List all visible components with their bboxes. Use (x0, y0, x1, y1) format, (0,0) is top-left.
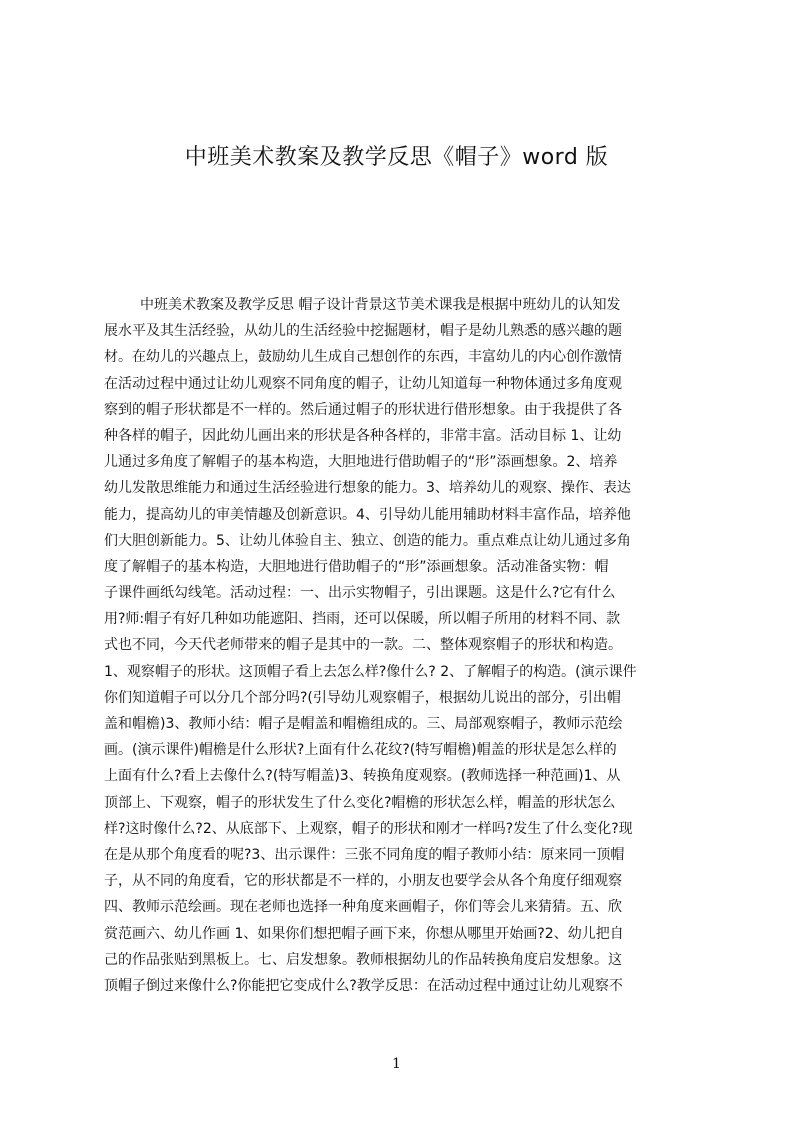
text-line: 能力，提高幼儿的审美情趣及创新意识。4、引导幼儿能用辅助材料丰富作品，培养他 (104, 506, 631, 523)
text-line: 度了解帽子的基本构造，大胆地进行借助帽子的“形”添画想象。活动准备实物：帽 (104, 558, 609, 575)
text-line: 察到的帽子形状都是不一样的。然后通过帽子的形状进行借形想象。由于我提供了各 (104, 401, 622, 418)
text-line: 顶帽子倒过来像什么?你能把它变成什么?教学反思：在活动过程中通过让幼儿观察不 (104, 977, 623, 994)
text-line: 1、观察帽子的形状。这顶帽子看上去怎么样?像什么? 2、了解帽子的构造。(演示课件 (104, 663, 637, 680)
text-line: 盖和帽檐)3、教师小结：帽子是帽盖和帽檐组成的。三、局部观察帽子，教师示范绘 (104, 716, 623, 732)
text-line: 用?师:帽子有好几种如功能遮阳、挡雨，还可以保暖，所以帽子所用的材料不同、款 (104, 611, 621, 628)
text-line: 四、教师示范绘画。现在老师也选择一种角度来画帽子，你们等会儿来猜猜。五、欣 (104, 899, 622, 916)
text-line: 儿通过多角度了解帽子的基本构造，大胆地进行借助帽子的“形”添画想象。2、培养 (104, 454, 618, 471)
text-line: 们大胆创新能力。5、让幼儿体验自主、独立、创造的能力。重点难点让幼儿通过多角 (104, 532, 631, 549)
text-line: 己的作品张贴到黑板上。七、启发想象。教师根据幼儿的作品转换角度启发想象。这 (104, 951, 622, 968)
document-title: 中班美术教案及教学反思《帽子》word 版 (184, 145, 609, 170)
text-line: 在是从那个角度看的呢?3、出示课件：三张不同角度的帽子教师小结：原来同一顶帽 (104, 846, 625, 863)
text-line: 展水平及其生活经验，从幼儿的生活经验中挖掘题材，帽子是幼儿熟悉的感兴趣的题 (104, 323, 622, 340)
text-line: 顶部上、下观察，帽子的形状发生了什么变化?帽檐的形状怎么样，帽盖的形状怎么 (104, 794, 616, 811)
text-line: 幼儿发散思维能力和通过生活经验进行想象的能力。3、培养幼儿的观察、操作、表达 (104, 480, 631, 497)
text-line: 画。(演示课件)帽檐是什么形状?上面有什么花纹?(特写帽檐)帽盖的形状是怎么样的 (104, 742, 617, 759)
text-line: 你们知道帽子可以分几个部分吗?(引导幼儿观察帽子，根据幼儿说出的部分，引出帽 (104, 689, 621, 706)
body-paragraph (104, 292, 698, 999)
text-line: 上面有什么?看上去像什么?(特写帽盖)3、转换角度观察。(教师选择一种范画)1、从 (104, 768, 621, 785)
text-line: 赏范画六、幼儿作画 1、如果你们想把帽子画下来，你想从哪里开始画?2、幼儿把自 (104, 925, 624, 942)
text-line: 式也不同，今天代老师带来的帽子是其中的一款。二、整体观察帽子的形状和构造。 (104, 637, 622, 654)
text-line: 种各样的帽子，因此幼儿画出来的形状是各种各样的，非常丰富。活动目标 1、让幼 (104, 427, 622, 444)
text-line: 中班美术教案及教学反思 帽子设计背景这节美术课我是根据中班幼儿的认知发 (140, 297, 621, 313)
page-number: 1 (392, 1056, 401, 1072)
text-line: 样?这时像什么?2、从底部下、上观察，帽子的形状和刚才一样吗?发生了什么变化?现 (104, 820, 633, 837)
text-line: 子课件画纸勾线笔。活动过程：一、出示实物帽子，引出课题。这是什么?它有什么 (104, 585, 616, 602)
text-line: 子，从不同的角度看，它的形状都是不一样的，小朋友也要学会从各个角度仔细观察 (104, 873, 622, 890)
text-line: 在活动过程中通过让幼儿观察不同角度的帽子，让幼儿知道每一种物体通过多角度观 (104, 375, 622, 392)
text-line: 材。在幼儿的兴趣点上，鼓励幼儿生成自己想创作的东西，丰富幼儿的内心创作激情 (104, 349, 622, 366)
